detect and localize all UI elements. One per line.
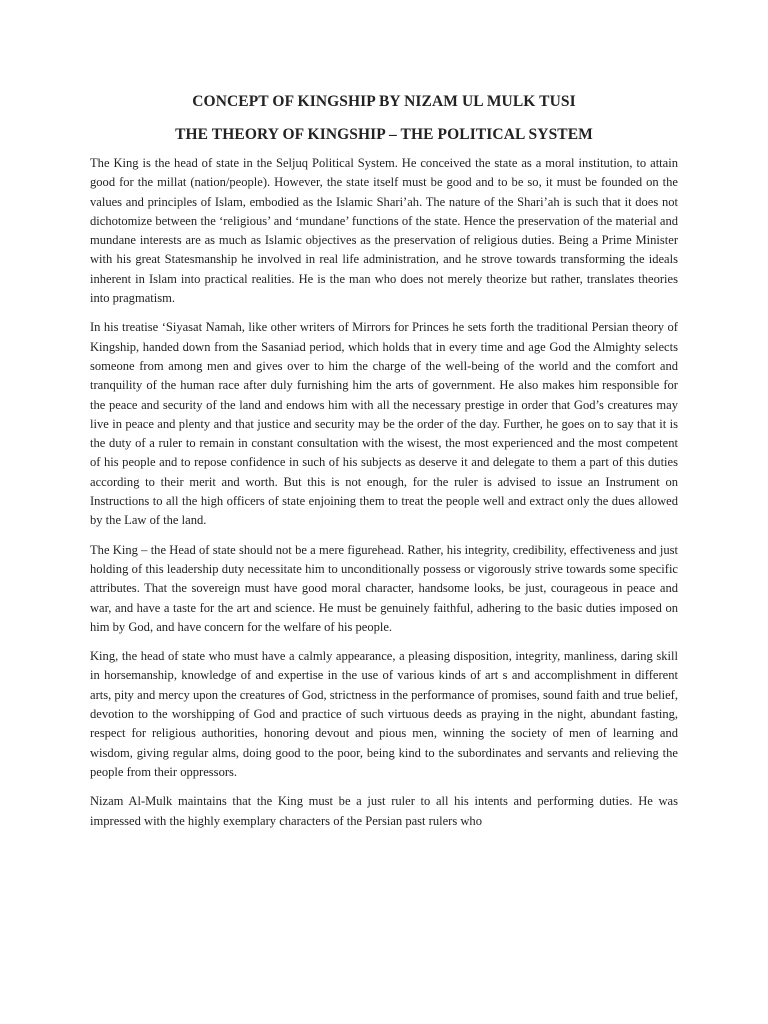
paragraph-3: The King – the Head of state should not be a mere figurehead. Rather, his integrity, credibility, effectiveness and just holding of this leadership duty necessitate him to unconditionally possess or vigorously strive towards some specific attributes. That the sovereign must have good moral character, handsome looks, be just, courageous in peace and war, and have a taste for the art and science. He must be genuinely faithful, adhering to the basic duties imposed on him by God, and have concern for the welfare of his people. [90, 542, 678, 634]
section-heading: THE THEORY OF KINGSHIP – THE POLITICAL SYSTEM [175, 126, 593, 143]
paragraph-1: The King is the head of state in the Seljuq Political System. He conceived the state as a moral institution, to attain good for the millat (nation/people). However, the state itself must be good and to be so, it must be founded on the values and principles of Islam, embodied as the Islamic Shari’ah. The nature of the Shari’ah is such that it does not dichotomize between the ‘religious’ and ‘mundane’ functions of the state. Hence the preservation of the material and mundane interests are as much as Islamic objectives as the preservation of religious duties. Being a Prime Minister with his great Statesmanship he involved in real life administration, and he strove towards transforming the ideals inherent in Islam into practical realities. He is the man who does not merely theorize but rather, translates theories into pragmatism. [90, 156, 678, 306]
paragraph-5: Nizam Al-Mulk maintains that the King must be a just ruler to all his intents and performing duties. He was impressed with the highly exemplary characters of the Persian past rulers who [90, 794, 678, 828]
document-page [90, 92, 678, 841]
document-title: CONCEPT OF KINGSHIP BY NIZAM UL MULK TUSI [192, 93, 576, 110]
paragraph-4: King, the head of state who must have a calmly appearance, a pleasing disposition, integrity, manliness, daring skill in horsemanship, knowledge of and expertise in the use of various kinds of art s and accomplishment in different arts, pity and mercy upon the creatures of God, strictness in the performance of promises, sound faith and true belief, devotion to the worshipping of God and practice of such virtuous deeds as praying in the night, abundant fasting, respect for religious authorities, honoring devout and pious men, winning the society of men of learning and wisdom, giving regular alms, doing good to the poor, being kind to the subordinates and servants and relieving the people from their oppressors. [90, 649, 678, 779]
paragraph-2: In his treatise ‘Siyasat Namah, like other writers of Mirrors for Princes he sets forth the traditional Persian theory of Kingship, handed down from the Sasaniad period, which holds that in every time and age God the Almighty selects someone from among men and gives over to him the charge of the well-being of the world and the comfort and tranquility of the human race after duly furnishing him the arts of government. He also makes him responsible for the peace and security of the land and endows him with all the necessary prestige in order that God’s creatures may live in peace and plenty and that justice and security may be the order of the day. Further, he goes on to say that it is the duty of a ruler to remain in constant consultation with the wisest, the most experienced and the most competent of his people and to repose confidence in such of his subjects as deserve it and delegate to them a part of this duties according to their merit and worth. But this is not enough, for the ruler is advised to issue an Instrument on Instructions to all the high officers of state enjoining them to treat the people well and extract only the dues allowed by the Law of the land. [90, 320, 678, 528]
